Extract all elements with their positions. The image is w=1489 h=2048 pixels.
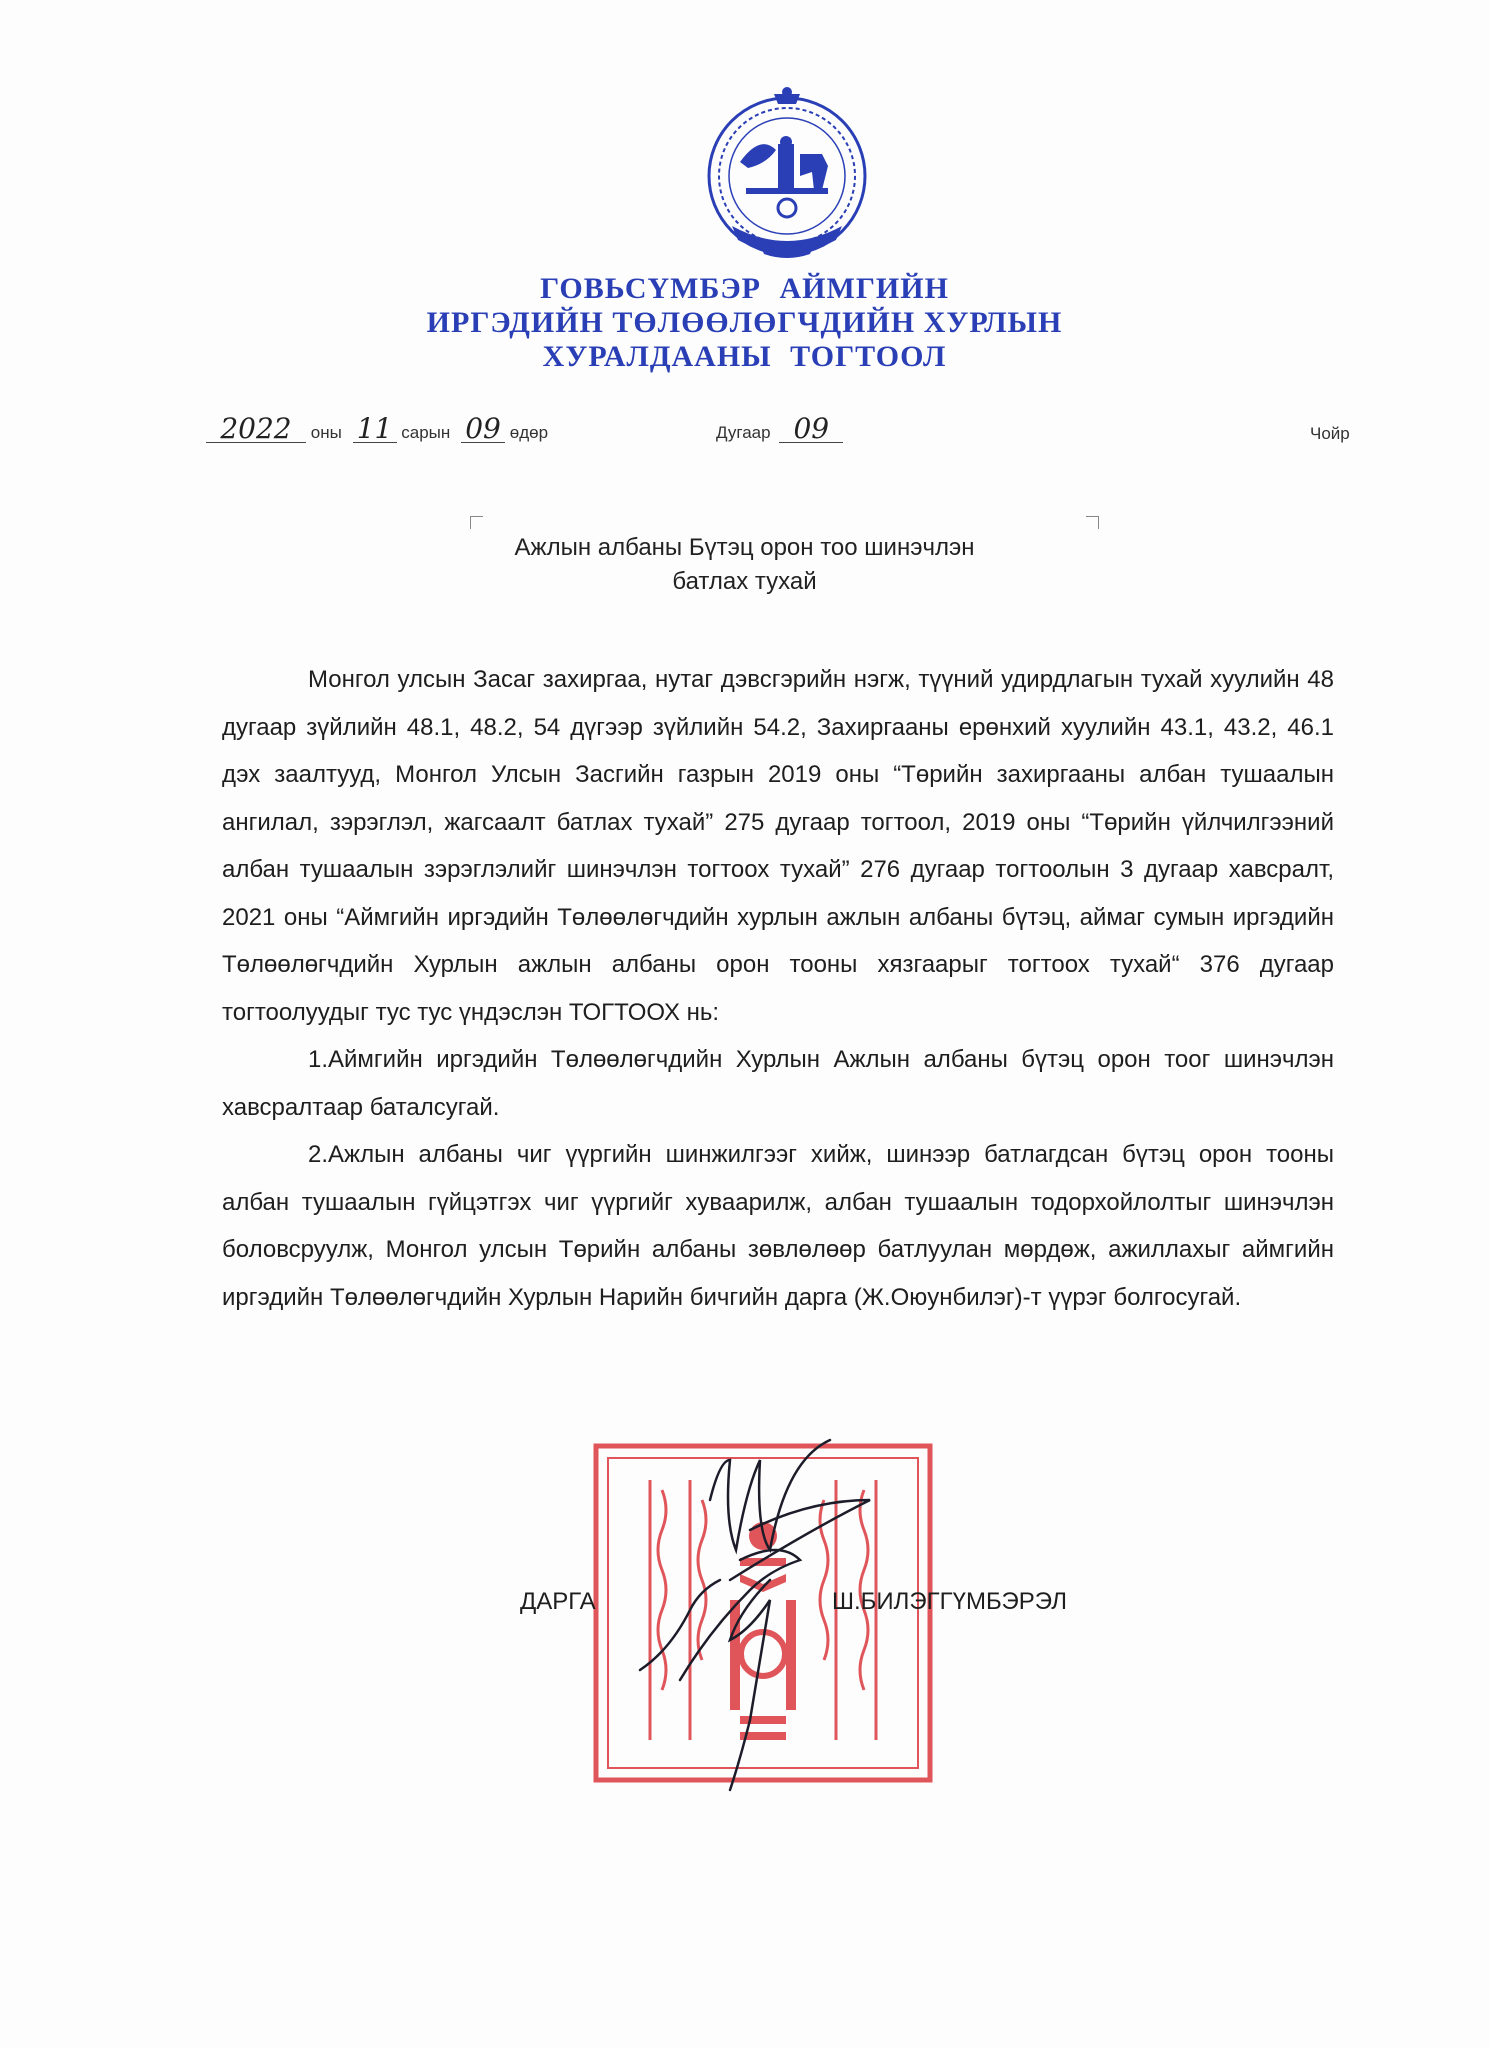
place: Чойр [1310, 424, 1350, 443]
number-line [716, 412, 843, 445]
resolution-body [222, 656, 1334, 1321]
resolution-item-1: 1.Аймгийн иргэдийн Төлөөлөгчдийн Хурлын Ажлын албаны бүтэц орон тоог шинэчлэн хавсралтаар баталсугай. [222, 1046, 1334, 1121]
signatory-title: ДАРГА [520, 1588, 596, 1615]
state-emblem-icon [700, 84, 874, 264]
date-month: 11 [353, 416, 397, 443]
subject-line-1: Ажлын албаны Бүтэц орон тоо шинэчлэн [514, 534, 975, 561]
signatory-name: Ш.БИЛЭГГҮМБЭРЭЛ [832, 1588, 1067, 1615]
date-month-suffix: сарын [401, 423, 451, 442]
date-day-suffix: өдөр [509, 423, 549, 442]
document-type: ХУРАЛДААНЫ ТОГТООЛ [542, 340, 947, 373]
council-name-line-1: ГОВЬСҮМБЭР АЙМГИЙН [540, 272, 949, 305]
subject-line-2: батлах тухай [672, 568, 817, 595]
date-day: 09 [461, 416, 505, 443]
subject-corner-right [1086, 516, 1099, 529]
resolution-item-2: 2.Ажлын албаны чиг үүргийн шинжилгээг хийж, шинээр батлагдсан бүтэц орон тооны албан тушаалын гүйцэтгэх чиг үүргийг хуваарилж, албан тушаалын тодорхойлолтыг шинэчлэн боловсруулж, Монгол улсын Төрийн албаны зөвлөлөөр батлуулан мөрдөж, ажиллахыг аймгийн иргэдийн Төлөөлөгчдийн Хурлын Нарийн бичгийн дарга (Ж.Оюунбилэг)-т үүрэг болгосугай. [222, 1141, 1334, 1311]
council-name-line-2: ИРГЭДИЙН ТӨЛӨӨЛӨГЧДИЙН ХУРЛЫН [426, 306, 1063, 339]
preamble-paragraph: Монгол улсын Засаг захиргаа, нутаг дэвсгэрийн нэгж, түүний удирдлагын тухай хуулийн 48 дугаар зүйлийн 48.1, 48.2, 54 дүгээр зүйлийн 54.2, Захиргааны ерөнхий хуулийн 43.1, 43.2, 46.1 дэх заалтууд, Монгол Улсын Засгийн газрын 2019 оны “Төрийн захиргааны албан тушаалын ангилал, зэрэглэл, жагсаалт батлах тухай” 275 дугаар тогтоол, 2019 оны “Төрийн үйлчилгээний албан тушаалын зэрэглэлийг шинэчлэн тогтоох тухай” 276 дугаар тогтоолын 3 дугаар хавсралт, 2021 оны “Аймгийн иргэдийн Төлөөлөгчдийн хурлын ажлын албаны бүтэц, аймаг сумын иргэдийн Төлөөлөгчдийн Хурлын ажлын албаны орон тооны хязгаарыг тогтоох тухай“ 376 дугаар тогтоолуудыг тус тус үндэслэн ТОГТООХ нь: [222, 666, 1334, 1026]
date-year-suffix: оны [310, 423, 342, 442]
date-year: 2022 [206, 416, 306, 443]
number-label: Дугаар [716, 423, 771, 442]
date-line [206, 412, 549, 445]
subject-corner-left [470, 516, 483, 529]
document-number: 09 [779, 416, 843, 443]
